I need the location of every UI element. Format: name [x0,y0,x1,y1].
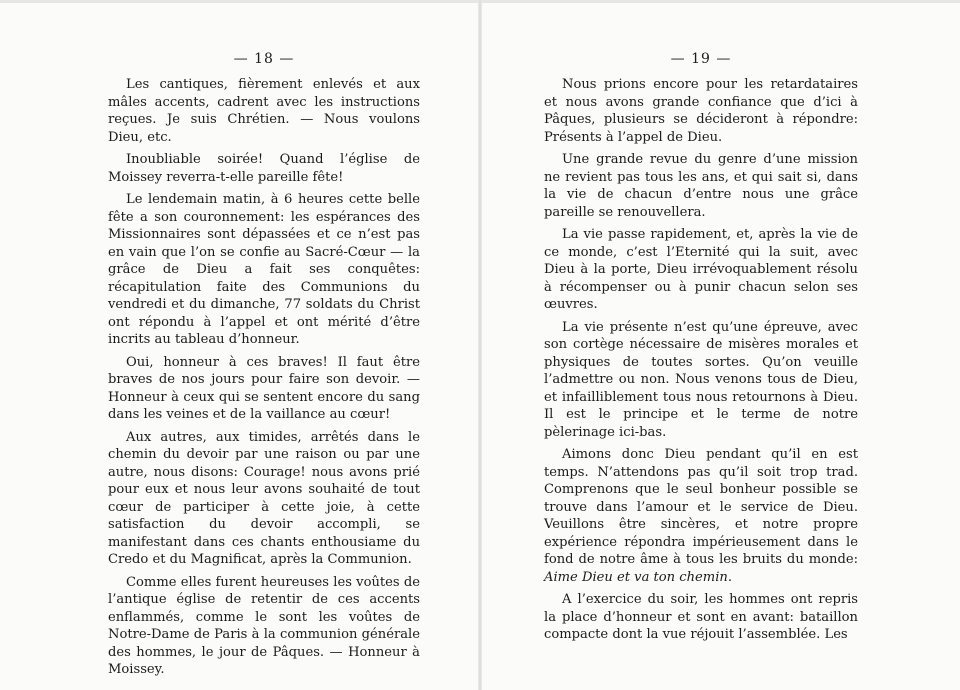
paragraph: Inoubliable soirée! Quand l’église de Moissey reverra-t-elle pareille fête! [108,152,420,185]
page-number: — 18 — [233,51,295,67]
paragraph: La vie passe rapidement, et, après la vie de ce monde, c’est l’Eternité qui la suit, avec Dieu à la porte, Dieu irrévoquablement résolu à récompenser ou à punir chacun selon ses œuvres. [544,227,858,312]
paragraph: A l’exercice du soir, les hommes ont repris la place d’honneur et sont en avant: bataillon compacte dont la vue réjouit l’assemblée. Les [544,592,858,642]
page-body [544,76,858,644]
left-page [108,48,420,684]
italic-phrase: Aime Dieu et va ton chemin. [544,569,732,585]
paragraph-text: Aimons donc Dieu pendant qu’il en est temps. N’attendons pas qu’il soit trop trad. Comprenons que le seul bonheur possible se trouve dans l’amour et le service de Dieu. Veuillons être sincères, et notre propre expérience répondra impérieusement dans le fond de notre âme à tous les bruits du monde: [544,447,858,567]
page-body [108,76,420,679]
right-page [544,48,858,649]
paragraph: Le lendemain matin, à 6 heures cette belle fête a son couronnement: les espérances des Missionnaires sont dépassées et ce n’est pas en vain que l’on se confie au Sacré-Cœur — la grâce de Dieu a fait ses conquêtes: récapitulation faite des Communions du vendredi et du dimanche, 77 soldats du Christ ont répondu à l’appel et ont mérité d’être incrits au tableau d’honneur. [108,192,420,347]
paragraph: Comme elles furent heureuses les voûtes de l’antique église de retentir de ces accents enflammés, comme le sont les voûtes de Notre-Dame de Paris à la communion générale des hommes, le jour de Pâques. — Honneur à Moissey. [108,574,420,677]
paragraph: Aux autres, aux timides, arrêtés dans le chemin du devoir par une raison ou par une autre, nous disons: Courage! nous avons prié pour eux et nous leur avons souhaité de tout cœur de participer à cette joie, à cette satisfaction du devoir accompli, se manifestant dans ces chants enthousiame du Credo et du Magnificat, après la Communion. [108,429,420,567]
paragraph: La vie présente n’est qu’une épreuve, avec son cortège nécessaire de misères morales et physiques de toutes sortes. Qu’on veuille l’admettre ou non. Nous venons tous de Dieu, et infailliblement tous nous retournons à Dieu. Il est le principe et le terme de notre pèlerinage ici-bas. [544,319,858,440]
paragraph: Nous prions encore pour les retardataires et nous avons grande confiance que d’ici à Pâques, plusieurs se décideront à répondre: Présents à l’appel de Dieu. [544,77,858,145]
paragraph: Les cantiques, fièrement enlevés et aux mâles accents, cadrent avec les instructions reçues. Je suis Chrétien. — Nous voulons Dieu, etc. [108,77,420,145]
book-gutter [478,0,482,690]
page-number: — 19 — [670,51,732,67]
paragraph: Une grande revue du genre d’une mission ne revient pas tous les ans, et qui sait si, dans la vie de chacun d’entre nous une grâce pareille se renouvellera. [544,152,858,220]
paragraph [544,446,858,586]
paragraph: Oui, honneur à ces braves! Il faut être braves de nos jours pour faire son devoir. — Honneur à ceux qui se sentent encore du sang dans les veines et de la vaillance au cœur! [108,354,420,422]
